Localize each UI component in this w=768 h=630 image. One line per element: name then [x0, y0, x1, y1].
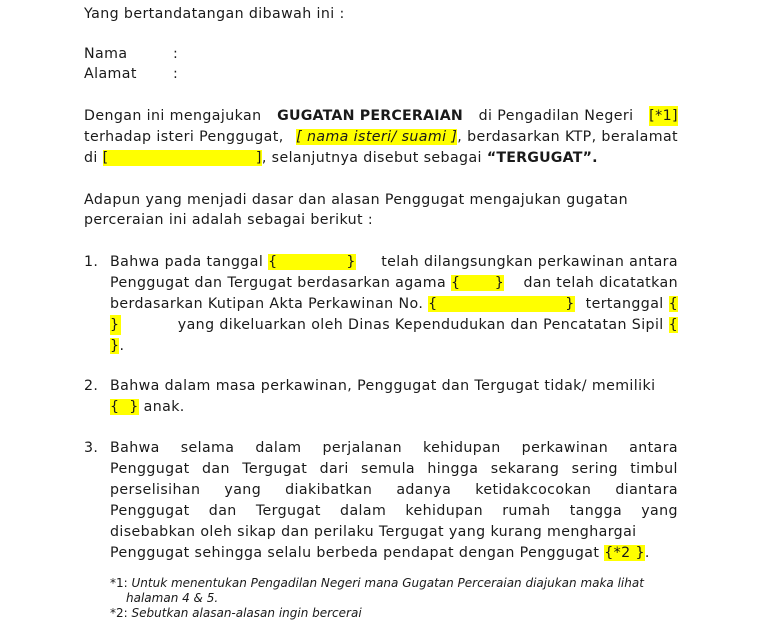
item-text: anak.: [143, 399, 185, 415]
item-text: Penggugat dan Tergugat berdasarkan agama: [110, 275, 447, 291]
footnote-mark: *2:: [110, 606, 128, 620]
item-word: timbul: [630, 461, 678, 477]
field-alamat-sep: :: [173, 66, 179, 82]
item-text: .: [119, 338, 125, 354]
placeholder-dinas-close: }: [110, 338, 120, 354]
item-word: ketidakcocokan: [475, 482, 592, 498]
item-text: telah dilangsungkan perkawinan antara: [381, 254, 678, 270]
intro-text: , berdasarkan KTP, beralamat: [457, 129, 678, 145]
item-word: kehidupan: [405, 503, 484, 519]
item-2-number: 2.: [84, 378, 99, 394]
placeholder-tertanggal-close: }: [110, 317, 120, 333]
intro-line-2: [84, 127, 678, 147]
intro-line-1: [84, 106, 678, 126]
item-1-line-1: [110, 252, 678, 272]
item-text: tertanggal: [585, 296, 664, 312]
field-nama-label: Nama: [84, 46, 128, 62]
basis-line-1: Adapun yang menjadi dasar dan alasan Penggugat mengajukan gugatan: [84, 192, 628, 208]
footnote-mark: *1:: [110, 576, 128, 590]
item-word: dan: [201, 461, 230, 477]
placeholder-alamat: [ ]: [102, 150, 262, 166]
item-3-line-1: [110, 438, 678, 458]
intro-text: di Pengadilan Negeri: [478, 108, 634, 124]
intro-bold-tergugat: “TERGUGAT”.: [486, 150, 598, 166]
item-word: Bahwa: [110, 440, 160, 456]
placeholder-pengadilan: [*1]: [649, 108, 678, 124]
item-word: Penggugat: [110, 461, 190, 477]
item-word: perkawinan: [521, 440, 609, 456]
intro-text: di: [84, 150, 98, 166]
item-word: sekarang: [490, 461, 560, 477]
item-text: berdasarkan Kutipan Akta Perkawinan No.: [110, 296, 424, 312]
item-1-line-3: [110, 294, 678, 314]
item-3-line-2: [110, 459, 678, 479]
item-3-line-6: [110, 543, 650, 563]
item-word: Tergugat: [255, 503, 321, 519]
item-1-line-2: [110, 273, 678, 293]
placeholder-akta-no: { }: [428, 296, 575, 312]
footnote-text: Sebutkan alasan-alasan ingin bercerai: [131, 606, 362, 620]
intro-bold-gugatan: GUGATAN PERCERAIAN: [277, 108, 463, 124]
intro-text: terhadap isteri Penggugat,: [84, 129, 284, 145]
item-word: semula: [361, 461, 415, 477]
header-text: Yang bertandatangan dibawah ini :: [84, 6, 345, 22]
footnote-1: [110, 576, 644, 591]
footnote-1-cont: halaman 4 & 5.: [126, 591, 219, 605]
item-3-line-5: disebabkan oleh sikap dan perilaku Tergugat yang kurang menghargai: [110, 524, 637, 540]
placeholder-tanggal: { }: [268, 254, 356, 270]
footnote-2: [110, 606, 362, 621]
item-text: Bahwa pada tanggal: [110, 254, 264, 270]
placeholder-agama: { }: [451, 275, 505, 291]
intro-text: , selanjutnya disebut sebagai: [261, 150, 482, 166]
item-word: rumah: [502, 503, 551, 519]
placeholder-dinas-open: {: [668, 317, 678, 333]
item-2-line-2: [110, 397, 185, 417]
item-1-line-5: [110, 336, 124, 356]
basis-line-2: perceraian ini adalah sebagai berikut :: [84, 212, 374, 228]
footnote-text: Untuk menentukan Pengadilan Negeri mana Gugatan Perceraian diajukan maka lihat: [131, 576, 644, 590]
item-word: yang: [224, 482, 262, 498]
item-text: .: [644, 545, 650, 561]
item-word: diantara: [615, 482, 678, 498]
field-alamat-label: Alamat: [84, 66, 137, 82]
item-word: kehidupan: [423, 440, 501, 456]
item-word: dan: [208, 503, 237, 519]
item-word: selama: [180, 440, 235, 456]
placeholder-jumlah-anak: { }: [110, 399, 139, 415]
item-word: hingga: [427, 461, 479, 477]
item-word: diakibatkan: [285, 482, 373, 498]
item-text: yang dikeluarkan oleh Dinas Kependudukan dan Pencatatan Sipil: [177, 317, 664, 333]
item-word: yang: [641, 503, 678, 519]
placeholder-alasan: {*2 }: [604, 545, 645, 561]
intro-text: Dengan ini mengajukan: [84, 108, 262, 124]
item-word: dari: [319, 461, 349, 477]
item-word: dalam: [255, 440, 302, 456]
field-nama-sep: :: [173, 46, 179, 62]
item-1-line-4: [110, 315, 678, 335]
item-3-line-3: [110, 480, 678, 500]
item-word: tangga: [569, 503, 623, 519]
item-word: Penggugat: [110, 503, 190, 519]
item-word: perjalanan: [322, 440, 403, 456]
item-3-number: 3.: [84, 440, 99, 456]
item-word: dalam: [340, 503, 387, 519]
intro-line-3: [84, 148, 598, 168]
item-1-number: 1.: [84, 254, 99, 270]
item-text: dan telah dicatatkan: [523, 275, 678, 291]
item-word: sering: [571, 461, 618, 477]
item-word: adanya: [396, 482, 452, 498]
item-word: perselisihan: [110, 482, 201, 498]
item-3-line-4: [110, 501, 678, 521]
item-word: antara: [629, 440, 678, 456]
item-2-line-1: Bahwa dalam masa perkawinan, Penggugat dan Tergugat tidak/ memiliki: [110, 378, 656, 394]
item-word: Tergugat: [242, 461, 308, 477]
item-text: Penggugat sehingga selalu berbeda pendapat dengan Penggugat: [110, 545, 600, 561]
placeholder-nama-isteri: [ nama isteri/ suami ]: [296, 129, 458, 145]
placeholder-tertanggal-open: {: [668, 296, 678, 312]
